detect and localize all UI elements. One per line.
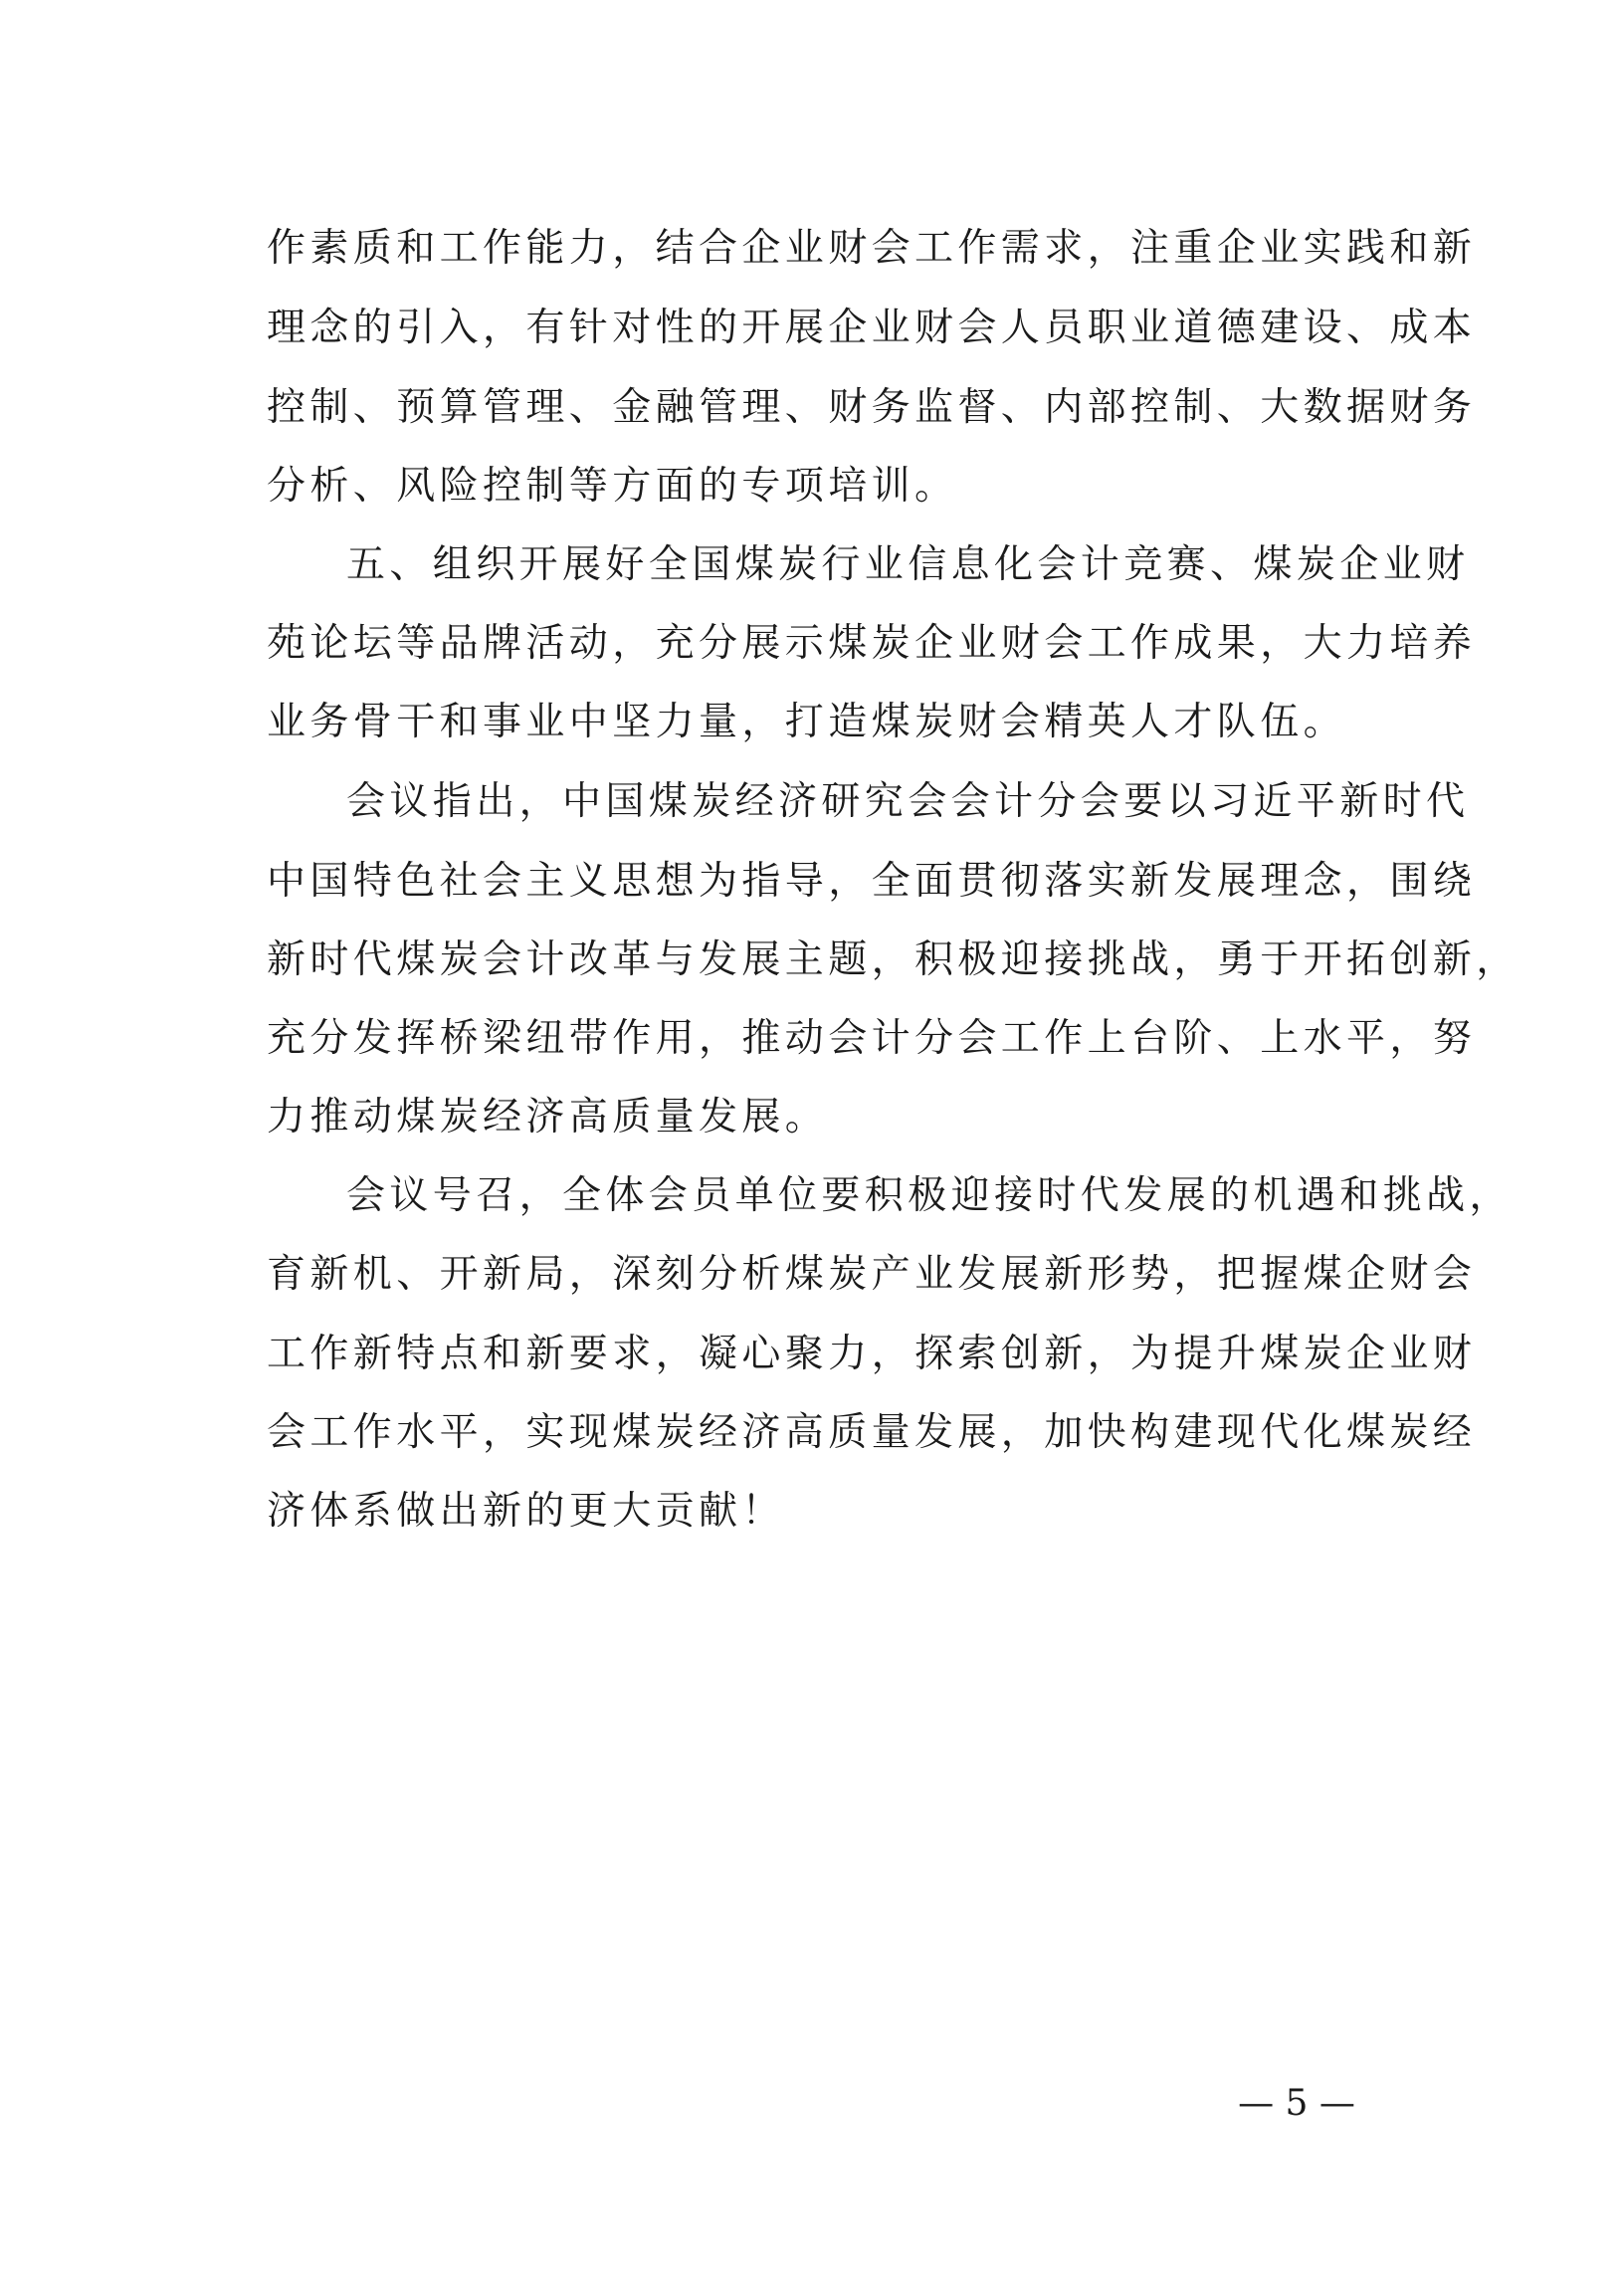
paragraph-line: 作素质和工作能力，结合企业财会工作需求，注重企业实践和新	[267, 226, 1477, 271]
paragraph-line: 会议号召，全体会员单位要积极迎接时代发展的机遇和挑战，	[346, 1173, 1513, 1218]
paragraph-line: 工作新特点和新要求，凝心聚力，探索创新，为提升煤炭企业财	[267, 1332, 1477, 1376]
paragraph-line: 会议指出，中国煤炭经济研究会会计分会要以习近平新时代	[346, 779, 1470, 824]
paragraph-line: 力推动煤炭经济高质量发展。	[267, 1095, 829, 1140]
paragraph-line: 理念的引入，有针对性的开展企业财会人员职业道德建设、成本	[267, 306, 1477, 350]
paragraph-line: 济体系做出新的更大贡献！	[267, 1489, 785, 1534]
page-number: — 5 —	[1238, 2083, 1355, 2124]
paragraph-line: 充分发挥桥梁纽带作用，推动会计分会工作上台阶、上水平，努	[267, 1016, 1477, 1061]
paragraph-line: 控制、预算管理、金融管理、财务监督、内部控制、大数据财务	[267, 385, 1477, 430]
paragraph-line: 育新机、开新局，深刻分析煤炭产业发展新形势，把握煤企财会	[267, 1252, 1477, 1297]
paragraph-line: 业务骨干和事业中坚力量，打造煤炭财会精英人才队伍。	[267, 700, 1347, 744]
paragraph-line: 苑论坛等品牌活动，充分展示煤炭企业财会工作成果，大力培养	[267, 621, 1477, 666]
paragraph-line: 五、组织开展好全国煤炭行业信息化会计竞赛、煤炭企业财	[346, 542, 1470, 587]
paragraph-line: 分析、风险控制等方面的专项培训。	[267, 464, 958, 509]
paragraph-line: 会工作水平，实现煤炭经济高质量发展，加快构建现代化煤炭经	[267, 1410, 1477, 1455]
paragraph-line: 新时代煤炭会计改革与发展主题，积极迎接挑战，勇于开拓创新，	[267, 937, 1520, 982]
paragraph-line: 中国特色社会主义思想为指导，全面贯彻落实新发展理念，围绕	[267, 859, 1477, 904]
